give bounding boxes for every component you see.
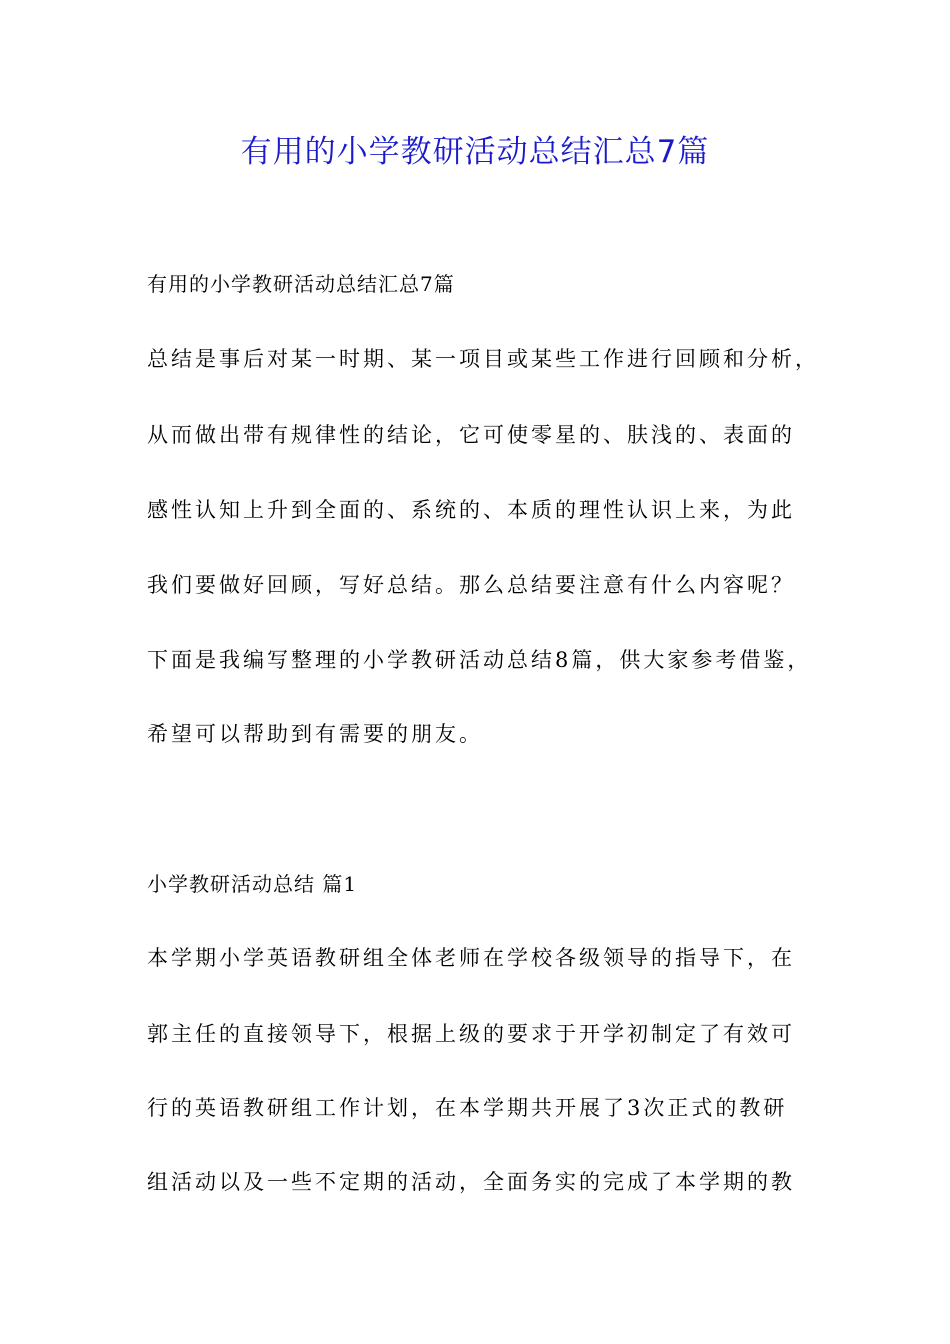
intro-line: 下面是我编写整理的小学教研活动总结8篇，供大家参考借鉴， xyxy=(147,648,812,672)
section-line: 郭主任的直接领导下，根据上级的要求于开学初制定了有效可 xyxy=(147,1022,795,1046)
intro-line: 总结是事后对某一时期、某一项目或某些工作进行回顾和分析， xyxy=(147,347,819,371)
section-line: 组活动以及一些不定期的活动，全面务实的完成了本学期的教 xyxy=(147,1170,795,1194)
intro-line: 希望可以帮助到有需要的朋友。 xyxy=(147,722,483,746)
intro-line: 我们要做好回顾，写好总结。那么总结要注意有什么内容呢？ xyxy=(147,573,795,597)
document-title: 有用的小学教研活动总结汇总7篇 xyxy=(240,134,710,170)
intro-line: 感性认知上升到全面的、系统的、本质的理性认识上来，为此 xyxy=(147,498,795,522)
section-line: 行的英语教研组工作计划，在本学期共开展了3次正式的教研 xyxy=(147,1096,788,1120)
document-subtitle: 有用的小学教研活动总结汇总7篇 xyxy=(147,272,455,296)
section-line: 本学期小学英语教研组全体老师在学校各级领导的指导下，在 xyxy=(147,946,795,970)
section-heading: 小学教研活动总结 篇1 xyxy=(147,872,358,896)
intro-line: 从而做出带有规律性的结论，它可使零星的、肤浅的、表面的 xyxy=(147,423,795,447)
